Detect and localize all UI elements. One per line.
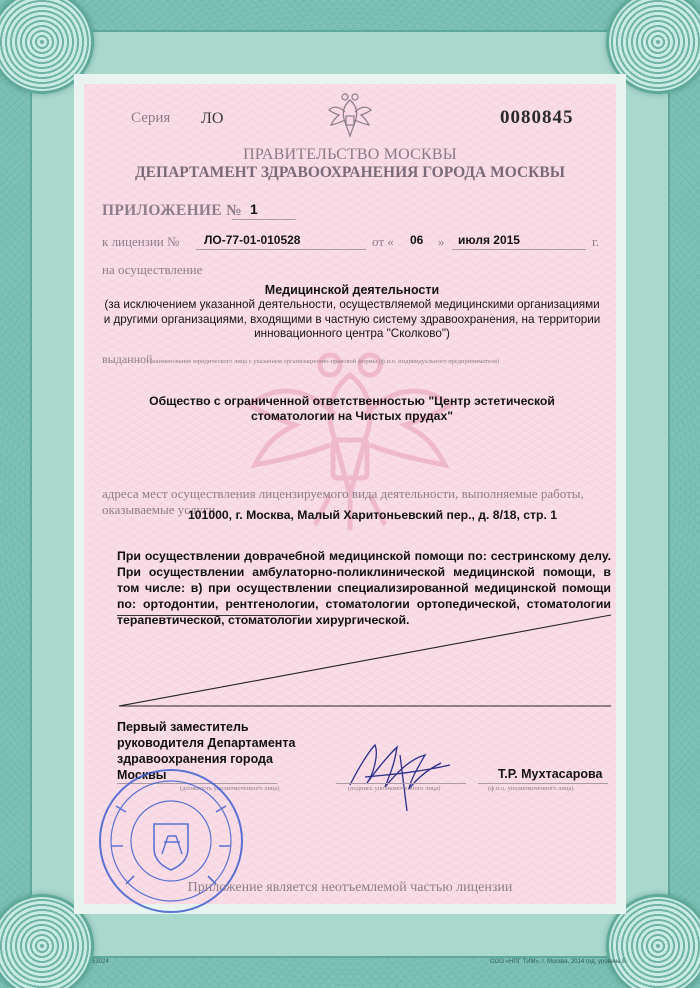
services-text: При осуществлении доврачебной медицинской помощи по: сестринскому делу. При осуществлении амбулаторно-поликлинической медицинской помощи, в том числе: в) при осуществлении специализированной медицинской помощи по: ортодонтии, рентгенологии, стоматологии ортопедической, стоматологии терапевтической, стоматологии хирургической. (117, 549, 611, 627)
coat-of-arms-icon (328, 92, 372, 142)
license-from-label: от « (372, 234, 394, 249)
address-label-line2: оказываемые услуги (102, 502, 216, 517)
license-year-suffix: г. (592, 234, 600, 249)
name-caption: (ф.и.о. уполномоченного лица) (488, 785, 574, 792)
address-label-line1: адреса мест осуществления лицензируемого вида деятельности, выполняемые работы, (102, 486, 584, 501)
activity-label: на осуществление (102, 262, 203, 277)
license-day: 06 (410, 233, 424, 247)
address-value: 101000, г. Москва, Малый Харитоньевский пер., д. 8/18, стр. 1 (188, 508, 558, 522)
government-title: ПРАВИТЕЛЬСТВО МОСКВЫ (243, 146, 457, 163)
department-title: ДЕПАРТАМЕНТ ЗДРАВООХРАНЕНИЯ ГОРОДА МОСКВЫ (135, 164, 565, 181)
appendix-label: ПРИЛОЖЕНИЕ № (102, 202, 242, 219)
issued-to-label: выданной (102, 352, 153, 366)
signature-caption: (подпись уполномоченного лица) (348, 785, 441, 792)
license-month-year: июля 2015 (458, 233, 520, 247)
activity-title: Медицинской деятельности (264, 283, 440, 297)
signature-underline (336, 783, 466, 784)
license-prefix: к лицензии № (102, 234, 180, 249)
series-value: ЛО (201, 110, 224, 127)
license-number: ЛО-77-01-010528 (204, 233, 301, 247)
license-day-close: » (438, 234, 445, 249)
license-date-underline (452, 249, 586, 250)
series-label: Серия (131, 110, 171, 126)
license-number-underline (196, 249, 366, 250)
footer-note: Приложение является неотъемлемой частью лицензии (187, 880, 513, 895)
appendix-underline (232, 219, 296, 220)
printer-info: ООО «НПГ ТИМ», г. Москва, 2014 год, уровень Б (490, 959, 627, 965)
form-number: 0080845 (500, 107, 574, 128)
appendix-number: 1 (250, 201, 258, 217)
signatory-name: Т.Р. Мухтасарова (498, 767, 603, 781)
issued-to-caption: (наименование юридического лица с указанием организационно-правовой формы (ф.и.о. индивидуального предпринимателя) (150, 358, 500, 365)
form-code: 53024 (92, 959, 109, 965)
coat-of-arms-watermark-icon (235, 345, 465, 535)
blank-space-strike (117, 613, 613, 709)
position-caption: (должность уполномоченного лица) (180, 785, 280, 792)
handwritten-signature-icon (345, 725, 455, 815)
name-underline (478, 783, 608, 784)
organization-name: Общество с ограниченной ответственностью "Центр эстетической стоматологии на Чистых прудах" (149, 394, 555, 423)
activity-description: (за исключением указанной деятельности, осуществляемой медицинскими организациями и другими организациями, входящими в частную систему здравоохранения, на территории инновационного центра "Сколково") (103, 298, 601, 340)
signatory-position: Первый заместитель руководителя Департамента здравоохранения города Москвы (117, 720, 296, 782)
